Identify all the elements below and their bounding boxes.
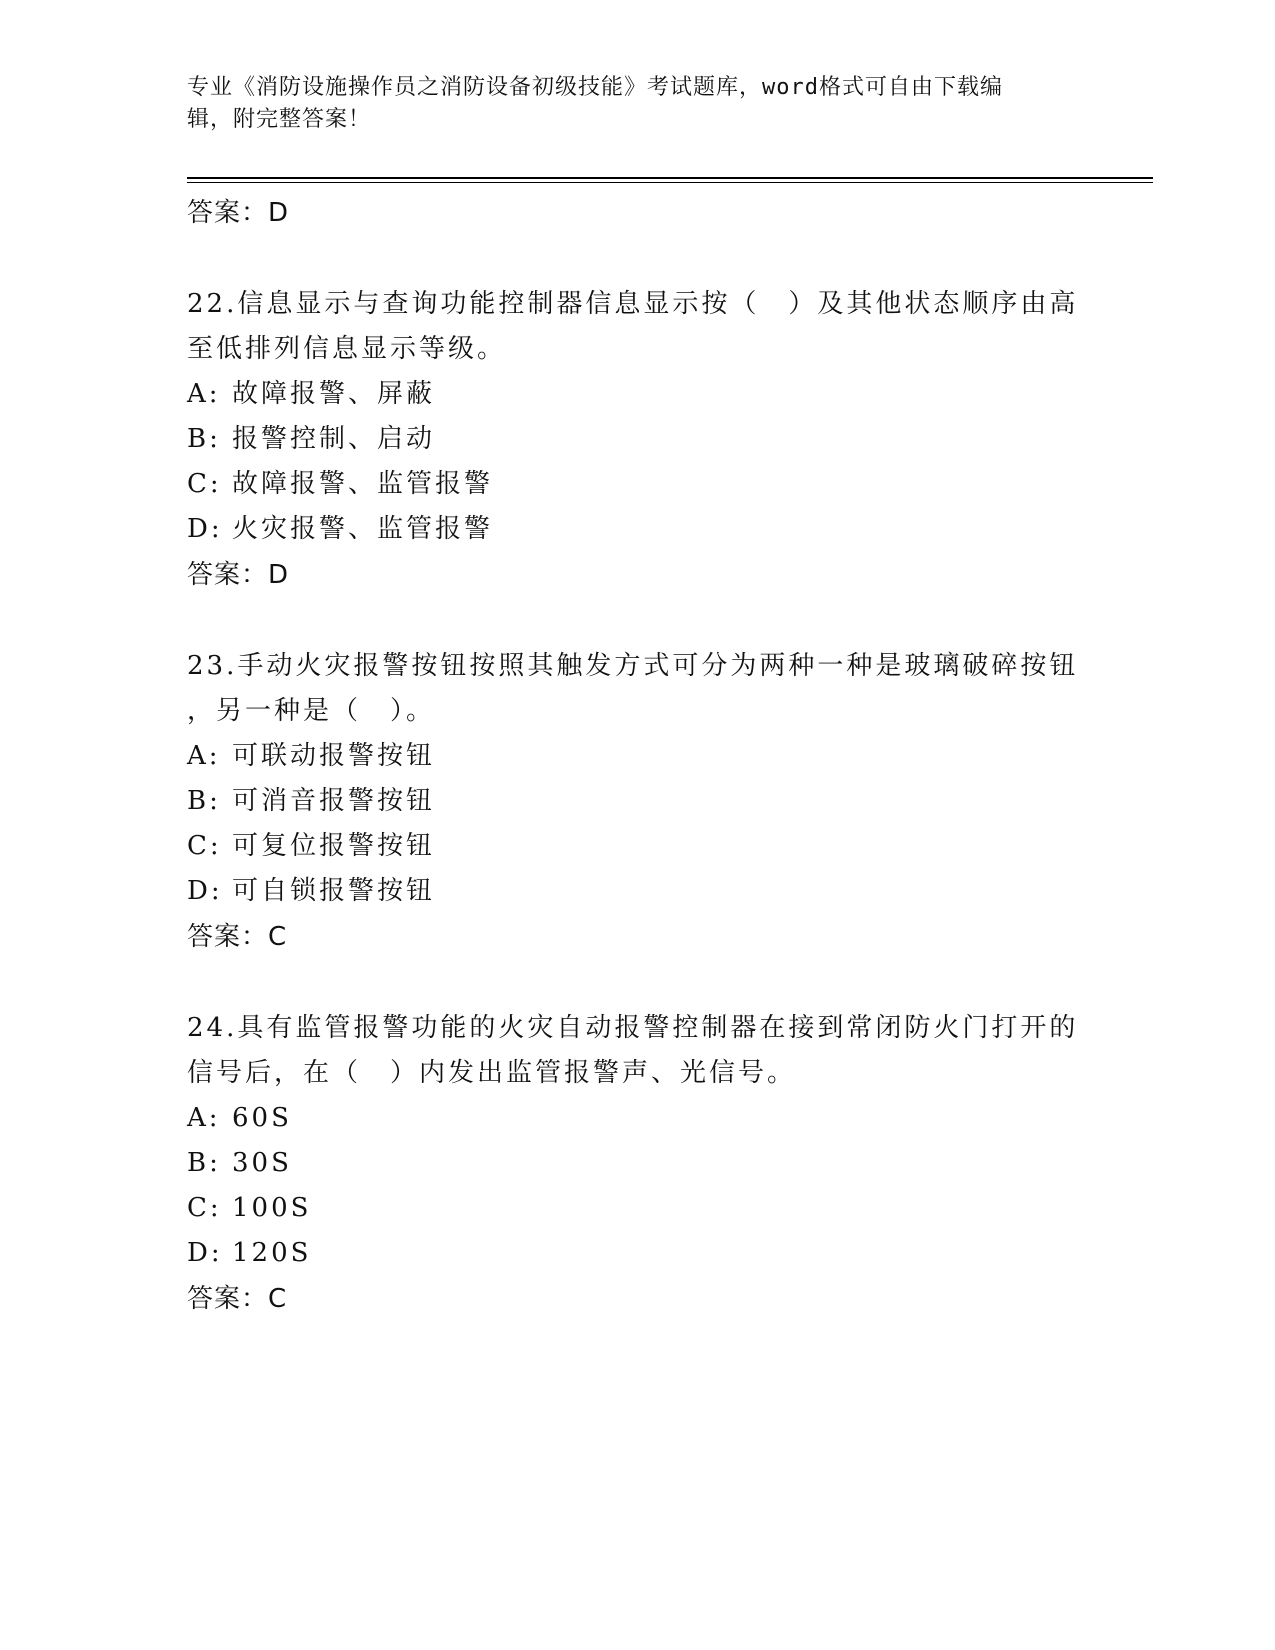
option-key: D:	[187, 514, 223, 544]
option-text: 故障报警、屏蔽	[232, 379, 436, 409]
question-stem-line: 23.手动火灾报警按钮按照其触发方式可分为两种一种是玻璃破碎按钮	[187, 651, 1079, 681]
option-d	[187, 507, 1087, 552]
option-a	[187, 734, 1087, 779]
question-stem	[187, 282, 1087, 372]
option-text: 60S	[232, 1103, 292, 1133]
option-text: 30S	[232, 1148, 292, 1178]
option-text: 可联动报警按钮	[232, 741, 436, 771]
question-list	[187, 190, 1087, 1322]
option-key: A:	[187, 741, 221, 771]
answer-23: 答案：C	[187, 922, 288, 952]
option-key: A:	[187, 379, 221, 409]
option-key: B:	[187, 1148, 221, 1178]
option-b	[187, 417, 1087, 462]
answer-22: 答案：D	[187, 560, 290, 590]
option-key: B:	[187, 786, 221, 816]
option-text: 报警控制、启动	[232, 424, 436, 454]
option-text: 可复位报警按钮	[232, 831, 436, 861]
header-rule-thin	[187, 182, 1153, 183]
question-24	[187, 1006, 1087, 1322]
option-a	[187, 1096, 1087, 1141]
question-stem-line: 至低排列信息显示等级。	[187, 334, 507, 364]
option-key: A:	[187, 1103, 221, 1133]
option-key: D:	[187, 1238, 223, 1268]
option-text: 故障报警、监管报警	[232, 469, 494, 499]
option-key: D:	[187, 876, 223, 906]
option-key: B:	[187, 424, 221, 454]
option-c	[187, 1186, 1087, 1231]
question-22	[187, 282, 1087, 598]
option-key: C:	[187, 1193, 222, 1223]
question-23	[187, 644, 1087, 960]
option-text: 100S	[232, 1193, 312, 1223]
header-line-1: 专业《消防设施操作员之消防设备初级技能》考试题库，word格式可自由下载编	[187, 75, 1003, 100]
option-b	[187, 1141, 1087, 1186]
option-text: 可消音报警按钮	[232, 786, 436, 816]
question-stem-line: 信号后，在（ ）内发出监管报警声、光信号。	[187, 1058, 797, 1088]
question-stem	[187, 1006, 1087, 1096]
option-d	[187, 1231, 1087, 1276]
option-c	[187, 824, 1087, 869]
option-text: 火灾报警、监管报警	[232, 514, 494, 544]
question-stem-line: 24.具有监管报警功能的火灾自动报警控制器在接到常闭防火门打开的	[187, 1013, 1079, 1043]
option-d	[187, 869, 1087, 914]
option-text: 120S	[232, 1238, 312, 1268]
header-rule-thick	[187, 177, 1153, 179]
previous-answer: 答案：D	[187, 198, 290, 228]
question-stem	[187, 644, 1087, 734]
question-stem-line: ，另一种是（ ）。	[187, 696, 436, 726]
option-b	[187, 779, 1087, 824]
header-line-2: 辑，附完整答案！	[187, 107, 372, 132]
document-header	[187, 72, 1067, 136]
option-c	[187, 462, 1087, 507]
answer-24: 答案：C	[187, 1284, 288, 1314]
question-stem-line: 22.信息显示与查询功能控制器信息显示按（ ）及其他状态顺序由高	[187, 289, 1079, 319]
option-a	[187, 372, 1087, 417]
option-key: C:	[187, 469, 222, 499]
option-text: 可自锁报警按钮	[232, 876, 436, 906]
option-key: C:	[187, 831, 222, 861]
